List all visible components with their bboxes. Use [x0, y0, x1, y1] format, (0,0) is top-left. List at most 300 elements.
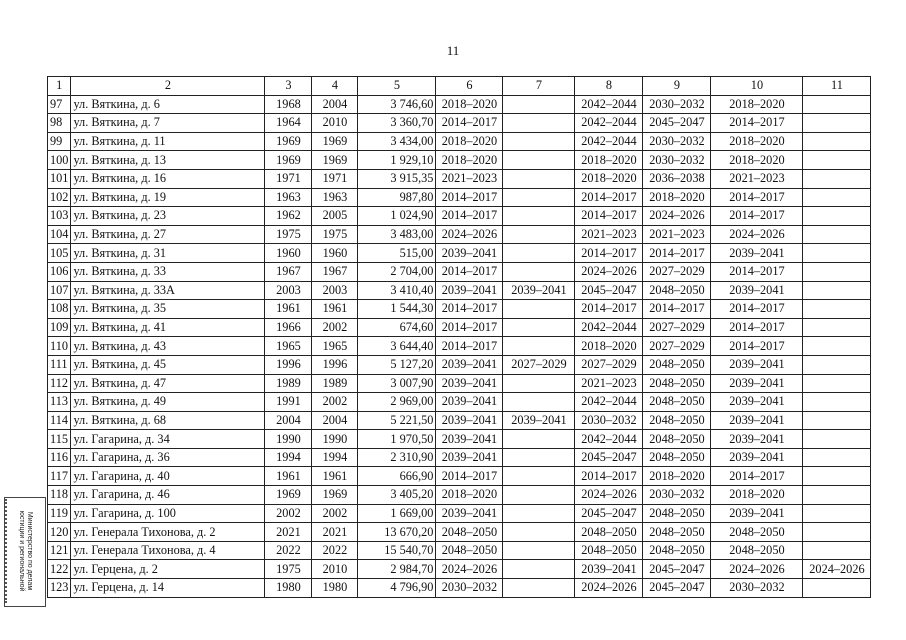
period-col10-cell: 2014–2017	[711, 300, 803, 319]
period-col8-cell: 2014–2017	[575, 188, 643, 207]
period-col8-cell: 2014–2017	[575, 467, 643, 486]
period-col6-cell: 2024–2026	[436, 560, 503, 579]
period-col8-cell: 2042–2044	[575, 95, 643, 114]
column-header-2: 2	[71, 77, 265, 96]
area-cell: 515,00	[358, 244, 436, 263]
period-col10-cell: 2014–2017	[711, 188, 803, 207]
row-number-cell: 98	[48, 114, 71, 133]
period-col10-cell: 2014–2017	[711, 337, 803, 356]
period-col10-cell: 2039–2041	[711, 355, 803, 374]
row-number-cell: 119	[48, 504, 71, 523]
period-col11-cell	[803, 337, 871, 356]
commissioning-year-cell: 2010	[312, 114, 358, 133]
construction-year-cell: 1962	[265, 207, 312, 226]
construction-year-cell: 1966	[265, 318, 312, 337]
address-cell: ул. Гагарина, д. 36	[71, 448, 265, 467]
period-col7-cell	[503, 523, 575, 542]
construction-year-cell: 1996	[265, 355, 312, 374]
commissioning-year-cell: 2022	[312, 541, 358, 560]
area-cell: 2 310,90	[358, 448, 436, 467]
address-cell: ул. Вяткина, д. 19	[71, 188, 265, 207]
construction-year-cell: 2003	[265, 281, 312, 300]
period-col10-cell: 2039–2041	[711, 448, 803, 467]
address-cell: ул. Генерала Тихонова, д. 4	[71, 541, 265, 560]
period-col8-cell: 2042–2044	[575, 318, 643, 337]
period-col8-cell: 2014–2017	[575, 300, 643, 319]
period-col11-cell	[803, 95, 871, 114]
period-col8-cell: 2014–2017	[575, 207, 643, 226]
period-col10-cell: 2039–2041	[711, 504, 803, 523]
period-col10-cell: 2039–2041	[711, 374, 803, 393]
period-col9-cell: 2014–2017	[643, 300, 711, 319]
commissioning-year-cell: 1969	[312, 151, 358, 170]
commissioning-year-cell: 1980	[312, 579, 358, 598]
period-col11-cell: 2024–2026	[803, 560, 871, 579]
period-col7-cell	[503, 132, 575, 151]
period-col8-cell: 2045–2047	[575, 448, 643, 467]
address-cell: ул. Гагарина, д. 34	[71, 430, 265, 449]
period-col6-cell: 2048–2050	[436, 523, 503, 542]
period-col6-cell: 2014–2017	[436, 262, 503, 281]
area-cell: 2 984,70	[358, 560, 436, 579]
period-col11-cell	[803, 244, 871, 263]
period-col7-cell: 2039–2041	[503, 411, 575, 430]
row-number-cell: 104	[48, 225, 71, 244]
period-col9-cell: 2048–2050	[643, 504, 711, 523]
table-row	[48, 523, 871, 542]
period-col7-cell	[503, 114, 575, 133]
period-col9-cell: 2027–2029	[643, 337, 711, 356]
period-col7-cell	[503, 374, 575, 393]
period-col6-cell: 2014–2017	[436, 114, 503, 133]
period-col7-cell	[503, 430, 575, 449]
row-number-cell: 108	[48, 300, 71, 319]
period-col10-cell: 2018–2020	[711, 151, 803, 170]
area-cell: 3 915,35	[358, 169, 436, 188]
period-col8-cell: 2042–2044	[575, 430, 643, 449]
period-col9-cell: 2048–2050	[643, 281, 711, 300]
period-col6-cell: 2039–2041	[436, 244, 503, 263]
column-header-1: 1	[48, 77, 71, 96]
address-cell: ул. Вяткина, д. 13	[71, 151, 265, 170]
period-col6-cell: 2021–2023	[436, 169, 503, 188]
period-col6-cell: 2030–2032	[436, 579, 503, 598]
period-col11-cell	[803, 225, 871, 244]
construction-year-cell: 1967	[265, 262, 312, 281]
period-col7-cell	[503, 318, 575, 337]
period-col6-cell: 2039–2041	[436, 430, 503, 449]
period-col8-cell: 2021–2023	[575, 374, 643, 393]
construction-year-cell: 1991	[265, 393, 312, 412]
area-cell: 3 434,00	[358, 132, 436, 151]
period-col7-cell	[503, 541, 575, 560]
period-col8-cell: 2042–2044	[575, 114, 643, 133]
period-col7-cell: 2039–2041	[503, 281, 575, 300]
area-cell: 15 540,70	[358, 541, 436, 560]
table-row	[48, 579, 871, 598]
period-col6-cell: 2024–2026	[436, 225, 503, 244]
construction-year-cell: 1963	[265, 188, 312, 207]
stamp-line-2: юстиции и региональной	[18, 510, 25, 592]
area-cell: 1 929,10	[358, 151, 436, 170]
address-cell: ул. Вяткина, д. 11	[71, 132, 265, 151]
row-number-cell: 121	[48, 541, 71, 560]
period-col8-cell: 2042–2044	[575, 393, 643, 412]
table-row	[48, 504, 871, 523]
period-col11-cell	[803, 486, 871, 505]
commissioning-year-cell: 2004	[312, 95, 358, 114]
area-cell: 3 410,40	[358, 281, 436, 300]
period-col9-cell: 2018–2020	[643, 467, 711, 486]
area-cell: 5 127,20	[358, 355, 436, 374]
column-header-10: 10	[711, 77, 803, 96]
area-cell: 3 483,00	[358, 225, 436, 244]
stamp-text	[17, 496, 33, 606]
construction-year-cell: 1989	[265, 374, 312, 393]
period-col9-cell: 2030–2032	[643, 95, 711, 114]
period-col10-cell: 2039–2041	[711, 244, 803, 263]
construction-year-cell: 1969	[265, 486, 312, 505]
column-header-7: 7	[503, 77, 575, 96]
period-col11-cell	[803, 262, 871, 281]
period-col9-cell: 2027–2029	[643, 318, 711, 337]
period-col8-cell: 2048–2050	[575, 523, 643, 542]
construction-year-cell: 1968	[265, 95, 312, 114]
period-col9-cell: 2027–2029	[643, 262, 711, 281]
address-cell: ул. Вяткина, д. 23	[71, 207, 265, 226]
table-header-row	[48, 77, 871, 96]
period-col9-cell: 2021–2023	[643, 225, 711, 244]
row-number-cell: 120	[48, 523, 71, 542]
area-cell: 1 669,00	[358, 504, 436, 523]
period-col8-cell: 2030–2032	[575, 411, 643, 430]
row-number-cell: 117	[48, 467, 71, 486]
table-row	[48, 486, 871, 505]
period-col7-cell	[503, 337, 575, 356]
column-header-9: 9	[643, 77, 711, 96]
construction-year-cell: 2022	[265, 541, 312, 560]
period-col9-cell: 2045–2047	[643, 114, 711, 133]
address-cell: ул. Вяткина, д. 41	[71, 318, 265, 337]
area-cell: 3 746,60	[358, 95, 436, 114]
commissioning-year-cell: 2002	[312, 318, 358, 337]
area-cell: 4 796,90	[358, 579, 436, 598]
table-row	[48, 244, 871, 263]
period-col8-cell: 2021–2023	[575, 225, 643, 244]
period-col7-cell	[503, 486, 575, 505]
row-number-cell: 99	[48, 132, 71, 151]
period-col10-cell: 2014–2017	[711, 207, 803, 226]
period-col10-cell: 2024–2026	[711, 225, 803, 244]
period-col6-cell: 2018–2020	[436, 486, 503, 505]
row-number-cell: 118	[48, 486, 71, 505]
commissioning-year-cell: 2005	[312, 207, 358, 226]
construction-year-cell: 1969	[265, 151, 312, 170]
address-cell: ул. Вяткина, д. 43	[71, 337, 265, 356]
commissioning-year-cell: 1969	[312, 132, 358, 151]
area-cell: 987,80	[358, 188, 436, 207]
address-cell: ул. Гагарина, д. 46	[71, 486, 265, 505]
period-col9-cell: 2048–2050	[643, 393, 711, 412]
period-col11-cell	[803, 430, 871, 449]
address-cell: ул. Вяткина, д. 45	[71, 355, 265, 374]
period-col9-cell: 2030–2032	[643, 486, 711, 505]
commissioning-year-cell: 1961	[312, 300, 358, 319]
period-col6-cell: 2039–2041	[436, 504, 503, 523]
period-col9-cell: 2048–2050	[643, 448, 711, 467]
row-number-cell: 97	[48, 95, 71, 114]
registration-stamp	[4, 497, 46, 607]
construction-year-cell: 2004	[265, 411, 312, 430]
period-col8-cell: 2039–2041	[575, 560, 643, 579]
period-col10-cell: 2018–2020	[711, 132, 803, 151]
period-col7-cell	[503, 504, 575, 523]
period-col9-cell: 2014–2017	[643, 244, 711, 263]
period-col8-cell: 2024–2026	[575, 262, 643, 281]
period-col11-cell	[803, 374, 871, 393]
period-col7-cell	[503, 244, 575, 263]
commissioning-year-cell: 1969	[312, 486, 358, 505]
commissioning-year-cell: 2003	[312, 281, 358, 300]
period-col9-cell: 2024–2026	[643, 207, 711, 226]
address-cell: ул. Вяткина, д. 68	[71, 411, 265, 430]
period-col11-cell	[803, 188, 871, 207]
row-number-cell: 123	[48, 579, 71, 598]
period-col11-cell	[803, 467, 871, 486]
construction-year-cell: 1971	[265, 169, 312, 188]
construction-year-cell: 1980	[265, 579, 312, 598]
period-col8-cell: 2018–2020	[575, 151, 643, 170]
row-number-cell: 101	[48, 169, 71, 188]
commissioning-year-cell: 2002	[312, 393, 358, 412]
data-table	[47, 76, 871, 598]
area-cell: 3 360,70	[358, 114, 436, 133]
period-col6-cell: 2014–2017	[436, 318, 503, 337]
period-col7-cell	[503, 560, 575, 579]
area-cell: 2 704,00	[358, 262, 436, 281]
table-row	[48, 393, 871, 412]
commissioning-year-cell: 2004	[312, 411, 358, 430]
period-col9-cell: 2030–2032	[643, 132, 711, 151]
address-cell: ул. Вяткина, д. 33А	[71, 281, 265, 300]
period-col11-cell	[803, 207, 871, 226]
period-col7-cell	[503, 448, 575, 467]
period-col6-cell: 2048–2050	[436, 541, 503, 560]
address-cell: ул. Вяткина, д. 35	[71, 300, 265, 319]
period-col11-cell	[803, 411, 871, 430]
address-cell: ул. Вяткина, д. 7	[71, 114, 265, 133]
row-number-cell: 114	[48, 411, 71, 430]
table-row	[48, 337, 871, 356]
commissioning-year-cell: 1961	[312, 467, 358, 486]
area-cell: 3 644,40	[358, 337, 436, 356]
period-col10-cell: 2018–2020	[711, 95, 803, 114]
address-cell: ул. Вяткина, д. 49	[71, 393, 265, 412]
column-header-6: 6	[436, 77, 503, 96]
period-col6-cell: 2014–2017	[436, 467, 503, 486]
period-col8-cell: 2024–2026	[575, 579, 643, 598]
row-number-cell: 107	[48, 281, 71, 300]
period-col6-cell: 2039–2041	[436, 448, 503, 467]
period-col9-cell: 2036–2038	[643, 169, 711, 188]
row-number-cell: 105	[48, 244, 71, 263]
period-col9-cell: 2048–2050	[643, 411, 711, 430]
table-row	[48, 374, 871, 393]
table-row	[48, 262, 871, 281]
period-col10-cell: 2014–2017	[711, 318, 803, 337]
period-col11-cell	[803, 281, 871, 300]
period-col7-cell	[503, 207, 575, 226]
period-col9-cell: 2048–2050	[643, 541, 711, 560]
period-col10-cell: 2014–2017	[711, 262, 803, 281]
row-number-cell: 110	[48, 337, 71, 356]
table-row	[48, 411, 871, 430]
period-col8-cell: 2045–2047	[575, 504, 643, 523]
period-col7-cell	[503, 262, 575, 281]
area-cell: 674,60	[358, 318, 436, 337]
construction-year-cell: 1960	[265, 244, 312, 263]
table-row	[48, 188, 871, 207]
construction-year-cell: 1969	[265, 132, 312, 151]
period-col9-cell: 2048–2050	[643, 430, 711, 449]
row-number-cell: 102	[48, 188, 71, 207]
construction-year-cell: 2002	[265, 504, 312, 523]
commissioning-year-cell: 1971	[312, 169, 358, 188]
row-number-cell: 115	[48, 430, 71, 449]
period-col8-cell: 2042–2044	[575, 132, 643, 151]
row-number-cell: 113	[48, 393, 71, 412]
column-header-4: 4	[312, 77, 358, 96]
construction-year-cell: 1961	[265, 467, 312, 486]
period-col6-cell: 2018–2020	[436, 132, 503, 151]
period-col9-cell: 2048–2050	[643, 374, 711, 393]
column-header-8: 8	[575, 77, 643, 96]
area-cell: 666,90	[358, 467, 436, 486]
area-cell: 1 024,90	[358, 207, 436, 226]
period-col7-cell	[503, 300, 575, 319]
address-cell: ул. Генерала Тихонова, д. 2	[71, 523, 265, 542]
period-col11-cell	[803, 393, 871, 412]
period-col11-cell	[803, 300, 871, 319]
stamp-dotted-line	[5, 499, 15, 603]
table-row	[48, 207, 871, 226]
construction-year-cell: 1994	[265, 448, 312, 467]
commissioning-year-cell: 1994	[312, 448, 358, 467]
commissioning-year-cell: 2010	[312, 560, 358, 579]
table-row	[48, 448, 871, 467]
period-col10-cell: 2048–2050	[711, 523, 803, 542]
period-col7-cell	[503, 169, 575, 188]
period-col6-cell: 2014–2017	[436, 337, 503, 356]
period-col10-cell: 2014–2017	[711, 467, 803, 486]
column-header-3: 3	[265, 77, 312, 96]
period-col10-cell: 2018–2020	[711, 486, 803, 505]
period-col9-cell: 2018–2020	[643, 188, 711, 207]
table-row	[48, 225, 871, 244]
table-row	[48, 541, 871, 560]
period-col9-cell: 2045–2047	[643, 579, 711, 598]
commissioning-year-cell: 1989	[312, 374, 358, 393]
construction-year-cell: 1975	[265, 225, 312, 244]
commissioning-year-cell: 1975	[312, 225, 358, 244]
table-row	[48, 318, 871, 337]
row-number-cell: 112	[48, 374, 71, 393]
row-number-cell: 122	[48, 560, 71, 579]
commissioning-year-cell: 1960	[312, 244, 358, 263]
stamp-line-1: Министерство по делам	[26, 511, 33, 591]
area-cell: 1 544,30	[358, 300, 436, 319]
area-cell: 13 670,20	[358, 523, 436, 542]
period-col11-cell	[803, 151, 871, 170]
row-number-cell: 100	[48, 151, 71, 170]
period-col8-cell: 2018–2020	[575, 169, 643, 188]
address-cell: ул. Герцена, д. 14	[71, 579, 265, 598]
period-col6-cell: 2014–2017	[436, 300, 503, 319]
period-col8-cell: 2018–2020	[575, 337, 643, 356]
period-col6-cell: 2039–2041	[436, 355, 503, 374]
period-col9-cell: 2048–2050	[643, 523, 711, 542]
period-col6-cell: 2014–2017	[436, 188, 503, 207]
area-cell: 3 007,90	[358, 374, 436, 393]
period-col11-cell	[803, 114, 871, 133]
period-col10-cell: 2039–2041	[711, 430, 803, 449]
commissioning-year-cell: 2002	[312, 504, 358, 523]
table-row	[48, 95, 871, 114]
period-col10-cell: 2048–2050	[711, 541, 803, 560]
period-col9-cell: 2045–2047	[643, 560, 711, 579]
period-col6-cell: 2014–2017	[436, 207, 503, 226]
commissioning-year-cell: 1967	[312, 262, 358, 281]
construction-year-cell: 1961	[265, 300, 312, 319]
period-col11-cell	[803, 448, 871, 467]
table-row	[48, 281, 871, 300]
address-cell: ул. Вяткина, д. 47	[71, 374, 265, 393]
table-row	[48, 132, 871, 151]
table-row	[48, 430, 871, 449]
period-col7-cell	[503, 188, 575, 207]
period-col6-cell: 2018–2020	[436, 151, 503, 170]
address-cell: ул. Гагарина, д. 40	[71, 467, 265, 486]
row-number-cell: 106	[48, 262, 71, 281]
table-row	[48, 355, 871, 374]
period-col8-cell: 2045–2047	[575, 281, 643, 300]
period-col10-cell: 2024–2026	[711, 560, 803, 579]
period-col6-cell: 2039–2041	[436, 411, 503, 430]
row-number-cell: 116	[48, 448, 71, 467]
period-col10-cell: 2039–2041	[711, 281, 803, 300]
period-col7-cell	[503, 579, 575, 598]
period-col10-cell: 2039–2041	[711, 393, 803, 412]
row-number-cell: 103	[48, 207, 71, 226]
construction-year-cell: 1965	[265, 337, 312, 356]
period-col11-cell	[803, 169, 871, 188]
period-col6-cell: 2018–2020	[436, 95, 503, 114]
commissioning-year-cell: 2021	[312, 523, 358, 542]
period-col11-cell	[803, 523, 871, 542]
period-col6-cell: 2039–2041	[436, 374, 503, 393]
period-col11-cell	[803, 541, 871, 560]
period-col9-cell: 2048–2050	[643, 355, 711, 374]
construction-year-cell: 1964	[265, 114, 312, 133]
table-row	[48, 467, 871, 486]
period-col7-cell	[503, 467, 575, 486]
table-row	[48, 151, 871, 170]
period-col11-cell	[803, 579, 871, 598]
page-number: 11	[446, 43, 460, 58]
period-col10-cell: 2021–2023	[711, 169, 803, 188]
period-col11-cell	[803, 132, 871, 151]
address-cell: ул. Вяткина, д. 6	[71, 95, 265, 114]
